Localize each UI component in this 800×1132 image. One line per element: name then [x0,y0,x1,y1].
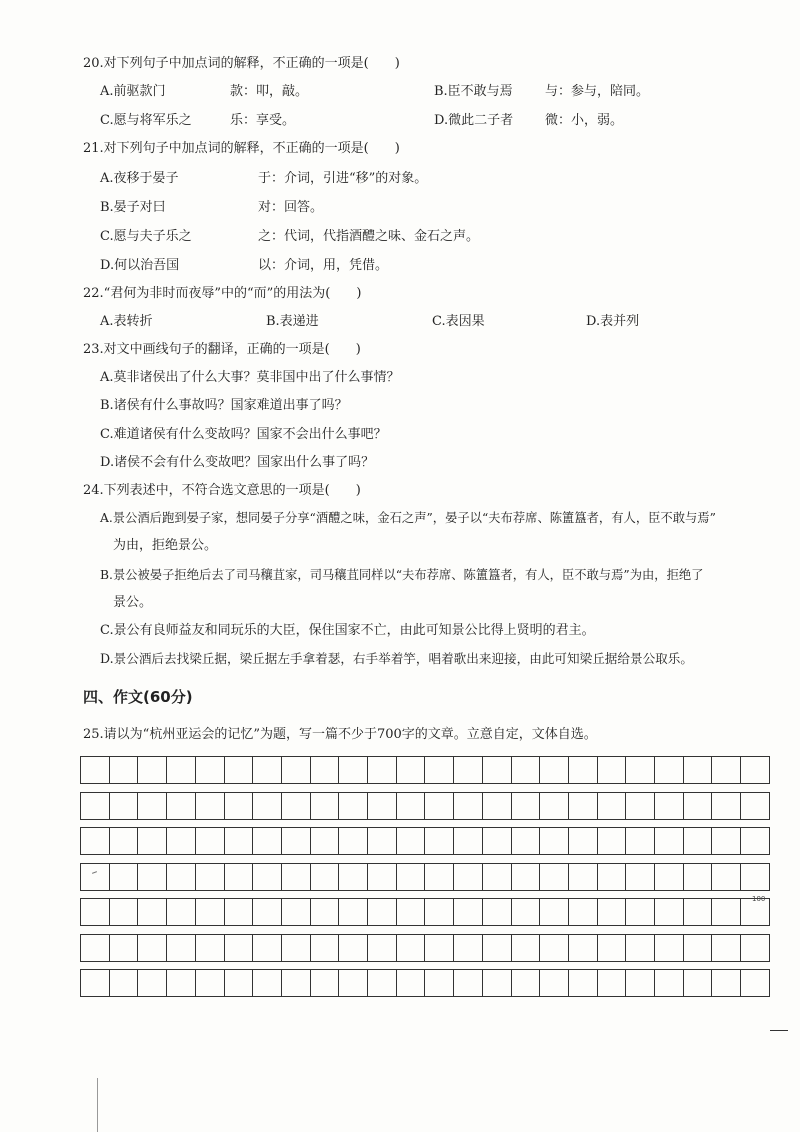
grid-cell[interactable] [568,969,597,997]
grid-cell[interactable] [683,827,712,855]
grid-cell[interactable] [310,969,339,997]
q24-option-b-line2: 景公。 [113,595,153,610]
grid-cell[interactable] [654,863,683,891]
grid-cell[interactable] [137,934,166,962]
grid-cell[interactable] [453,898,482,926]
grid-cell[interactable] [252,934,281,962]
grid-cell[interactable] [109,863,138,891]
grid-cell[interactable] [396,969,425,997]
q20-option-a-gloss: 款：叩，敲。 [230,84,309,99]
grid-cell[interactable] [625,969,654,997]
grid-cell[interactable] [625,792,654,820]
q21-option-c-sentence: C.愿与夫子乐之 [100,229,192,244]
q22-stem: 22.“君何为非时而夜辱”中的“而”的用法为( ) [83,286,362,301]
grid-cell[interactable] [711,863,740,891]
q22-option-a: A.表转折 [100,314,153,329]
grid-cell[interactable] [424,969,453,997]
grid-cell[interactable] [711,792,740,820]
grid-cell[interactable] [597,792,626,820]
grid-cell[interactable] [281,792,310,820]
grid-cell[interactable] [453,792,482,820]
q20-option-c-sentence: C.愿与将军乐之 [100,113,192,128]
grid-cell[interactable] [224,863,253,891]
q21-option-b-gloss: 对：回答。 [258,200,324,215]
grid-cell[interactable] [539,863,568,891]
grid-cell[interactable] [109,756,138,784]
grid-cell[interactable] [281,756,310,784]
grid-cell[interactable] [539,756,568,784]
grid-cell[interactable] [539,969,568,997]
grid-cell[interactable] [625,934,654,962]
grid-cell[interactable] [281,969,310,997]
grid-cell[interactable] [482,827,511,855]
q20-option-b-sentence: B.臣不敢与焉 [434,84,513,99]
q23-option-c: C.难道诸侯有什么变故吗？国家不会出什么事吧？ [100,427,387,442]
grid-cell[interactable] [80,756,109,784]
grid-cell[interactable] [568,756,597,784]
q23-option-d: D.诸侯不会有什么变故吧？国家出什么事了吗？ [100,455,375,470]
grid-cell[interactable] [597,898,626,926]
grid-cell[interactable] [338,863,367,891]
q21-option-d-sentence: D.何以治吾国 [100,258,180,273]
grid-cell[interactable] [683,934,712,962]
grid-cell[interactable] [740,863,770,891]
grid-cell[interactable] [511,863,540,891]
grid-cell[interactable] [195,863,224,891]
q20-option-d-sentence: D.微此二子者 [434,113,514,128]
grid-cell[interactable] [740,934,770,962]
grid-cell[interactable] [80,898,109,926]
page-edge-dash [770,1030,788,1031]
grid-cell[interactable] [539,827,568,855]
grid-cell[interactable] [109,969,138,997]
grid-cell[interactable] [511,827,540,855]
q21-option-d-gloss: 以：介词，用，凭借。 [258,258,389,273]
grid-cell[interactable] [711,827,740,855]
grid-cell[interactable] [137,863,166,891]
q25-prompt: 25.请以为“杭州亚运会的记忆”为题，写一篇不少于700字的文章。立意自定，文体自选。 [83,727,597,742]
grid-cell[interactable] [396,792,425,820]
grid-cell[interactable] [597,863,626,891]
grid-cell[interactable] [195,898,224,926]
grid-cell[interactable] [166,756,195,784]
grid-cell[interactable] [281,863,310,891]
grid-cell[interactable] [453,969,482,997]
grid-cell[interactable] [539,898,568,926]
q24-option-c: C.景公有良师益友和同玩乐的大臣，保住国家不亡，由此可知景公比得上贤明的君主。 [100,623,595,638]
grid-cell[interactable] [654,827,683,855]
grid-cell[interactable] [711,934,740,962]
grid-cell[interactable] [109,934,138,962]
q23-option-b: B.诸侯有什么事故吗？国家难道出事了吗？ [100,398,348,413]
grid-cell[interactable] [281,827,310,855]
grid-cell[interactable] [511,969,540,997]
q22-option-c: C.表因果 [432,314,485,329]
grid-cell[interactable] [568,863,597,891]
grid-cell[interactable] [396,756,425,784]
grid-cell[interactable] [80,863,109,891]
grid-row [80,898,770,926]
grid-cell[interactable] [654,792,683,820]
grid-cell[interactable] [683,898,712,926]
grid-cell[interactable] [683,792,712,820]
grid-cell[interactable] [195,969,224,997]
grid-cell[interactable] [511,898,540,926]
grid-row [80,827,770,855]
grid-cell[interactable] [568,827,597,855]
grid-row [80,792,770,820]
section-title-composition: 四、作文(60分) [83,688,193,706]
grid-cell[interactable] [166,934,195,962]
grid-cell[interactable] [683,756,712,784]
q20-option-d-gloss: 微：小，弱。 [545,113,624,128]
grid-row [80,863,770,891]
grid-row [80,756,770,784]
grid-cell[interactable] [80,934,109,962]
grid-cell[interactable] [597,969,626,997]
grid-cell[interactable] [482,969,511,997]
q24-stem: 24.下列表述中，不符合选文意思的一项是( ) [83,483,361,498]
q24-option-d: D.景公酒后去找梁丘据，梁丘据左手拿着瑟，右手举着竽，唱着歌出来迎接，由此可知梁丘据给景公取乐。 [100,651,693,666]
q22-option-b: B.表递进 [266,314,319,329]
q24-option-a-line2: 为由，拒绝景公。 [113,538,218,553]
q24-option-b-line1: B.景公被晏子拒绝后去了司马穰苴家，司马穰苴同样以“夫布荐席、陈簠簋者，有人，臣不敢与焉”为由，拒绝了 [100,568,704,582]
grid-cell[interactable] [482,756,511,784]
grid-cell[interactable] [224,792,253,820]
grid-cell[interactable] [109,792,138,820]
grid-cell[interactable] [195,827,224,855]
grid-cell[interactable] [654,969,683,997]
grid-cell[interactable] [281,934,310,962]
grid-cell[interactable] [539,792,568,820]
grid-cell[interactable] [338,898,367,926]
grid-cell[interactable] [424,827,453,855]
q21-option-b-sentence: B.晏子对曰 [100,200,166,215]
grid-cell[interactable] [109,827,138,855]
grid-cell[interactable] [424,934,453,962]
grid-row [80,934,770,962]
grid-cell[interactable] [597,934,626,962]
q24-option-a-line1: A.景公酒后跑到晏子家，想同晏子分享“酒醴之味，金石之声”，晏子以“夫布荐席、陈簠簋者，有人，臣不敢与焉” [100,511,716,525]
grid-cell[interactable] [539,934,568,962]
grid-cell[interactable] [568,898,597,926]
grid-cell[interactable] [367,934,396,962]
grid-cell[interactable] [367,756,396,784]
grid-cell[interactable] [166,898,195,926]
grid-cell[interactable] [625,756,654,784]
q23-stem: 23.对文中画线句子的翻译，正确的一项是( ) [83,342,361,357]
grid-cell[interactable] [396,863,425,891]
grid-cell[interactable] [511,792,540,820]
grid-cell[interactable] [625,898,654,926]
grid-cell[interactable] [453,756,482,784]
grid-cell[interactable] [80,792,109,820]
grid-cell[interactable] [367,827,396,855]
grid-cell[interactable] [166,827,195,855]
grid-cell[interactable] [453,827,482,855]
grid-cell[interactable] [109,898,138,926]
grid-cell[interactable] [252,756,281,784]
grid-cell[interactable] [281,898,310,926]
grid-cell[interactable] [453,863,482,891]
q22-option-d: D.表并列 [586,314,640,329]
grid-cell[interactable] [338,827,367,855]
grid-cell[interactable] [482,792,511,820]
grid-cell[interactable] [166,792,195,820]
grid-cell[interactable] [597,756,626,784]
grid-cell[interactable] [625,827,654,855]
grid-cell[interactable] [338,756,367,784]
q20-option-b-gloss: 与：参与，陪同。 [545,84,650,99]
grid-cell[interactable] [482,934,511,962]
grid-cell[interactable] [654,756,683,784]
grid-cell[interactable] [224,969,253,997]
grid-cell[interactable] [137,792,166,820]
grid-cell[interactable] [80,969,109,997]
grid-cell[interactable] [424,863,453,891]
grid-cell[interactable] [482,863,511,891]
grid-cell[interactable] [310,756,339,784]
grid-cell[interactable] [224,898,253,926]
grid-cell[interactable] [367,898,396,926]
grid-cell[interactable] [683,863,712,891]
grid-cell[interactable] [338,969,367,997]
grid-cell[interactable] [252,898,281,926]
grid-cell[interactable] [137,898,166,926]
grid-cell[interactable] [310,898,339,926]
grid-cell[interactable] [396,898,425,926]
grid-cell[interactable] [224,827,253,855]
grid-cell[interactable] [195,934,224,962]
margin-line [97,1078,98,1132]
grid-cell[interactable] [310,863,339,891]
grid-cell[interactable] [654,898,683,926]
grid-cell[interactable] [80,827,109,855]
grid-cell[interactable] [367,792,396,820]
grid-cell[interactable] [711,969,740,997]
grid-cell[interactable] [166,863,195,891]
q23-option-a: A.莫非诸侯出了什么大事？莫非国中出了什么事情？ [100,370,400,385]
grid-cell[interactable] [424,756,453,784]
grid-cell[interactable] [396,934,425,962]
grid-cell[interactable] [568,792,597,820]
grid-cell[interactable] [740,756,770,784]
q20-option-a-sentence: A.前驱款门 [100,84,166,99]
q20-stem: 20.对下列句子中加点词的解释，不正确的一项是( ) [83,56,400,71]
grid-cell[interactable] [740,969,770,997]
grid-cell[interactable] [252,827,281,855]
word-count-mark: 100 [752,895,766,903]
grid-cell[interactable] [396,827,425,855]
grid-cell[interactable] [683,969,712,997]
grid-cell[interactable] [252,863,281,891]
grid-cell[interactable] [310,827,339,855]
grid-cell[interactable] [195,756,224,784]
grid-cell[interactable] [424,792,453,820]
grid-cell[interactable] [511,934,540,962]
grid-cell[interactable] [511,756,540,784]
grid-cell[interactable] [252,969,281,997]
grid-cell[interactable] [224,756,253,784]
grid-row [80,969,770,997]
grid-cell[interactable] [625,863,654,891]
grid-cell[interactable] [482,898,511,926]
grid-cell[interactable] [224,934,253,962]
grid-cell[interactable] [310,792,339,820]
grid-cell[interactable] [338,792,367,820]
grid-cell[interactable] [310,934,339,962]
grid-cell[interactable] [367,863,396,891]
grid-cell[interactable] [711,756,740,784]
grid-cell[interactable] [711,898,740,926]
q21-option-c-gloss: 之：代词，代指酒醴之味、金石之声。 [258,229,480,244]
grid-cell[interactable] [137,969,166,997]
grid-cell[interactable] [137,756,166,784]
grid-cell[interactable] [654,934,683,962]
q20-option-c-gloss: 乐：享受。 [230,113,296,128]
grid-cell[interactable] [568,934,597,962]
grid-cell[interactable] [252,792,281,820]
q21-option-a-gloss: 于：介词，引进“移”的对象。 [258,171,428,186]
grid-cell[interactable] [453,934,482,962]
grid-cell[interactable] [367,969,396,997]
grid-cell[interactable] [338,934,367,962]
q21-stem: 21.对下列句子中加点词的解释，不正确的一项是( ) [83,141,400,156]
grid-cell[interactable] [195,792,224,820]
q21-option-a-sentence: A.夜移于晏子 [100,171,179,186]
grid-cell[interactable] [740,792,770,820]
grid-cell[interactable] [166,969,195,997]
grid-cell[interactable] [597,827,626,855]
grid-cell[interactable] [137,827,166,855]
grid-cell[interactable] [424,898,453,926]
grid-cell[interactable] [740,827,770,855]
